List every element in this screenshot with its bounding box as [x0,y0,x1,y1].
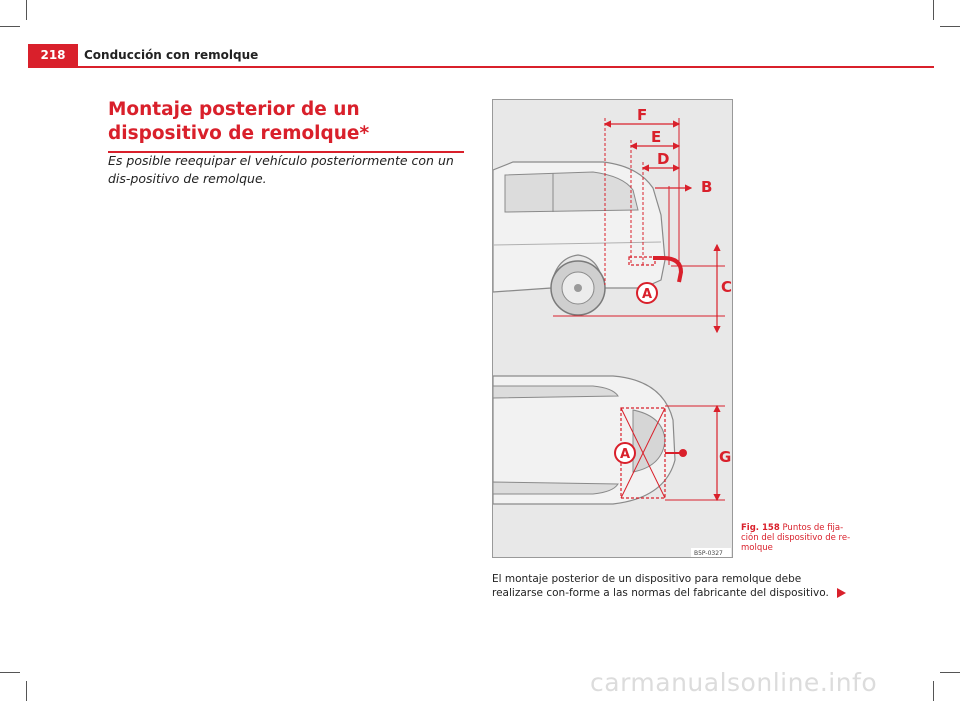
crop-mark [933,681,934,701]
label-g: G [719,448,732,466]
crop-mark [26,0,27,20]
crop-mark [933,0,934,20]
label-c: C [721,278,732,296]
page-header [28,44,934,68]
watermark: carmanualsonline.info [590,668,878,697]
crop-mark [26,681,27,701]
crop-mark [940,26,960,27]
car-side-window [505,172,638,212]
figure-caption [741,523,851,553]
tow-hitch-diagram [493,100,732,557]
page-number: 218 [28,44,78,66]
label-d: D [657,150,670,168]
next-page-arrow-icon [837,588,846,598]
section-title: Montaje posterior de un dispositivo de remolque* [108,98,464,153]
crop-mark [0,26,20,27]
label-a-top: A [620,447,631,462]
chapter-title: Conducción con remolque [84,48,259,62]
figure-code: B5P-0327 [694,550,723,557]
caption-text: Puntos de fija-ción del dispositivo de re-molque [741,523,851,553]
tow-hitch-figure [492,99,733,558]
label-b: B [701,178,713,196]
label-a-side: A [642,287,653,302]
crop-mark [0,672,20,673]
caption-label: Fig. 158 [741,523,780,533]
label-f: F [637,106,648,124]
intro-text: Es posible reequipar el vehículo posteriormente con un dis-positivo de remolque. [108,153,454,186]
body-text: El montaje posterior de un dispositivo para remolque debe realizarse con-forme a las normas del fabricante del dispositivo. [492,573,829,599]
tow-ball-top [679,449,687,457]
label-e: E [651,128,662,146]
crop-mark [940,672,960,673]
